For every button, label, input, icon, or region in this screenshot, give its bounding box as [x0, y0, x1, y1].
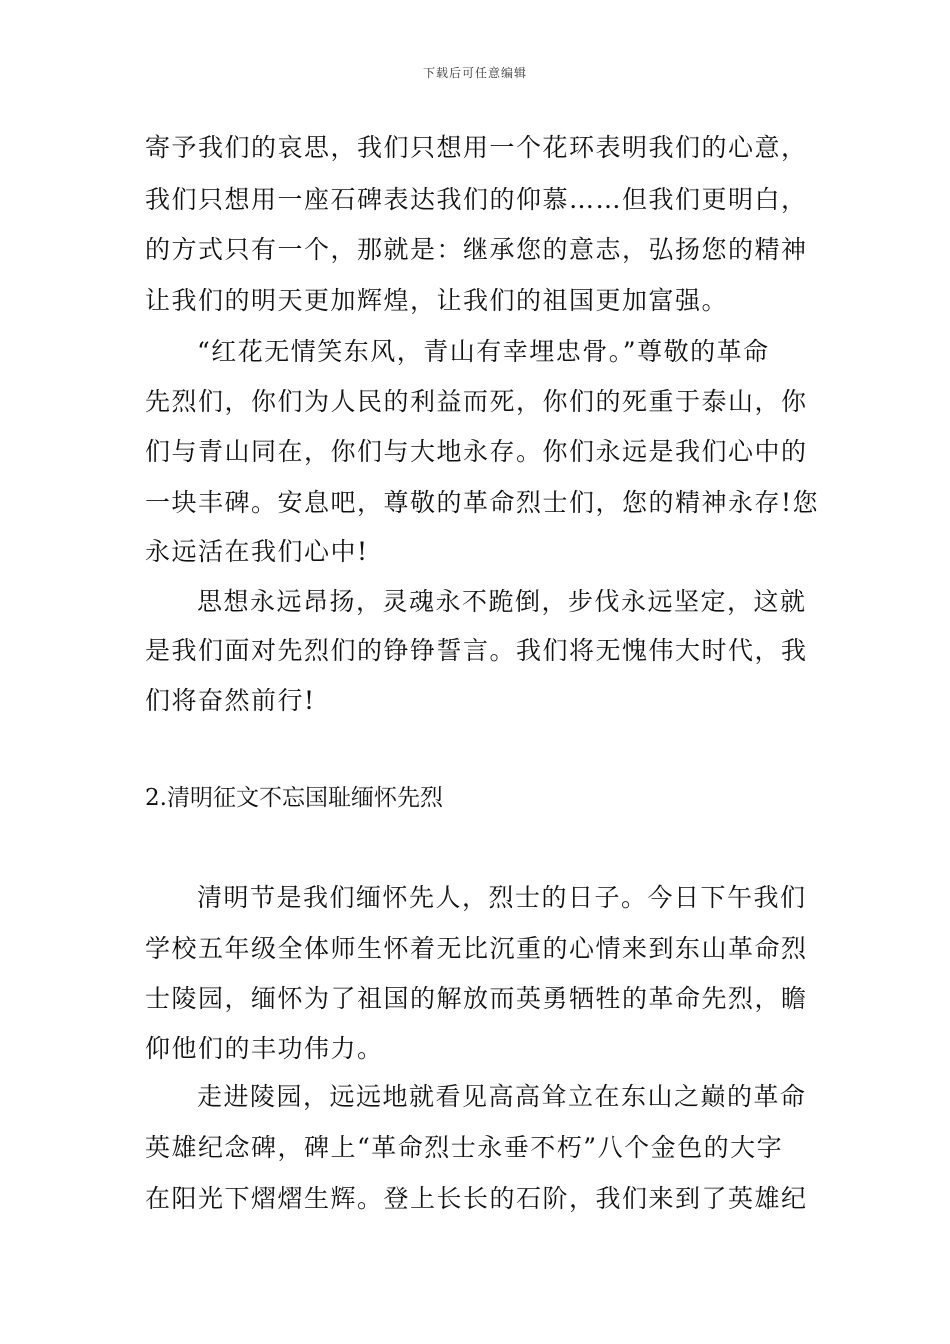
paragraph-line: 在阳光下熠熠生辉。登上长长的石阶，我们来到了英雄纪 — [145, 1184, 808, 1213]
paragraph-line: 英雄纪念碑，碑上“革命烈士永垂不朽”八个金色的大字 — [145, 1133, 784, 1162]
paragraph-line: 先烈们，你们为人民的利益而死，你们的死重于泰山，你 — [145, 387, 808, 416]
paragraph-line: 仰他们的丰功伟力。 — [145, 1034, 384, 1063]
paragraph-line: 走进陵园，远远地就看见高高耸立在东山之巅的革命 — [197, 1082, 807, 1111]
paragraph-line: 士陵园，缅怀为了祖国的解放而英勇牺牲的革命先烈，瞻 — [145, 984, 808, 1013]
paragraph-line: 们将奋然前行! — [145, 686, 316, 715]
paragraph-line: 清明节是我们缅怀先人，烈士的日子。今日下午我们 — [197, 883, 807, 912]
paragraph-line: 寄予我们的哀思，我们只想用一个花环表明我们的心意， — [145, 133, 808, 162]
section-heading: 2.清明征文不忘国耻缅怀先烈 — [145, 785, 443, 811]
paragraph-line: 一块丰碑。安息吧，尊敬的革命烈士们，您的精神永存!您 — [145, 488, 820, 517]
paragraph-line: 是我们面对先烈们的铮铮誓言。我们将无愧伟大时代，我 — [145, 636, 808, 665]
paragraph-line: 思想永远昂扬，灵魂永不跪倒，步伐永远坚定，这就 — [197, 587, 807, 616]
paragraph-line: 让我们的明天更加辉煌，让我们的祖国更加富强。 — [145, 286, 729, 315]
paragraph-line: “红花无情笑东风，青山有幸埋忠骨。”尊敬的革命 — [197, 337, 770, 366]
paragraph-line: 学校五年级全体师生怀着无比沉重的心情来到东山革命烈 — [145, 934, 808, 963]
paragraph-line: 们与青山同在，你们与大地永存。你们永远是我们心中的 — [145, 437, 808, 466]
paragraph-line: 的方式只有一个，那就是：继承您的意志，弘扬您的精神 — [145, 235, 808, 264]
paragraph-line: 永远活在我们心中! — [145, 537, 369, 566]
page-header-note: 下载后可任意编辑 — [422, 66, 527, 80]
paragraph-line: 我们只想用一座石碑表达我们的仰慕……但我们更明白， — [145, 185, 808, 214]
